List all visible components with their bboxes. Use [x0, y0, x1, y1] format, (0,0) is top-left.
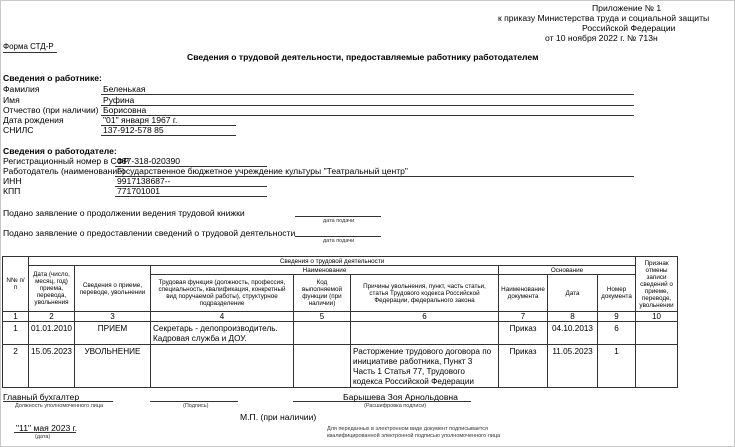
row-doc-num: 1 — [598, 345, 636, 388]
col-header-doc-num: Номер документа — [598, 275, 636, 312]
col-header-function: Трудовая функция (должность, профессия, специальность, квалификация, конкретный вид поручаемой работы), структурное подразделение — [151, 275, 294, 312]
signer-name: Барышева Зоя Арнольдовна — [343, 392, 458, 402]
employer-name-line — [115, 176, 634, 177]
stamp-placeholder: М.П. (при наличии) — [240, 412, 317, 422]
row-doc-num: 6 — [598, 322, 636, 345]
col-header-date: Дата (число, месяц, год) приема, перевода, увольнения — [29, 266, 75, 312]
employer-name-value: Государственное бюджетное учреждение культуры "Театральный центр" — [117, 166, 408, 176]
row-number: 2 — [3, 345, 29, 388]
col-header-nn: N№ п/п — [3, 257, 29, 312]
col-number: 3 — [75, 312, 151, 322]
col-number: 6 — [351, 312, 499, 322]
continue-book-date-line — [295, 216, 381, 217]
surname-line — [101, 94, 634, 95]
employer-section-title: Сведения о работодателе: — [3, 146, 117, 156]
provide-info-date-caption: дата подачи — [323, 238, 355, 244]
row-date: 01.01.2010 — [29, 322, 75, 345]
group-header-name: Наименование — [151, 266, 499, 275]
name-label: Имя — [3, 95, 20, 105]
patronymic-label: Отчество (при наличии) — [3, 105, 99, 115]
name-line — [101, 105, 634, 106]
col-header-cancel: Признак отмены записи сведений о приеме, переводе, увольнении — [636, 257, 678, 312]
row-doc-date: 11.05.2023 — [548, 345, 598, 388]
patronymic-line — [101, 115, 634, 116]
employer-name-label: Работодатель (наименование) — [3, 166, 125, 176]
electronic-sign-note-1: Для переданных в электронном виде документ подписывается — [327, 426, 488, 432]
worker-section-title: Сведения о работнике: — [3, 73, 102, 83]
row-number: 1 — [3, 322, 29, 345]
col-number: 10 — [636, 312, 678, 322]
col-number: 2 — [29, 312, 75, 322]
signer-position-line — [3, 401, 113, 402]
table-row — [3, 345, 678, 388]
kpp-label: КПП — [3, 186, 21, 196]
row-function — [151, 345, 294, 388]
appendix-line-3: Российской Федерации — [582, 23, 676, 33]
inn-label: ИНН — [3, 176, 22, 186]
col-number: 4 — [151, 312, 294, 322]
reg-number-label: Регистрационный номер в СФР — [3, 156, 130, 166]
reg-number-value: 087-318-020390 — [117, 156, 181, 166]
col-header-doc-date: Дата — [548, 275, 598, 312]
row-event: УВОЛЬНЕНИЕ — [75, 345, 151, 388]
provide-info-date-line — [295, 236, 381, 237]
name-value: Руфина — [103, 95, 135, 105]
signature-caption: (Подпись) — [183, 403, 209, 409]
form-code-underline — [3, 52, 57, 53]
page-title: Сведения о трудовой деятельности, предоставляемые работнику работодателем — [187, 52, 539, 62]
col-number: 9 — [598, 312, 636, 322]
kpp-value: 771701001 — [117, 186, 161, 196]
row-function: Секретарь - делопроизводитель. Кадровая служба и ДОУ. — [151, 322, 294, 345]
electronic-sign-note-2: квалифицированной электронной подписью уполномоченного лица — [327, 433, 501, 439]
row-event: ПРИЕМ — [75, 322, 151, 345]
appendix-line-4: от 10 ноября 2022 г. № 713н — [545, 33, 658, 43]
document-date: "11" мая 2023 г. — [16, 423, 78, 433]
row-doc-name: Приказ — [499, 345, 548, 388]
table-row — [3, 322, 678, 345]
snils-label: СНИЛС — [3, 125, 34, 135]
birthdate-value: "01" января 1967 г. — [103, 115, 178, 125]
signer-name-caption: (Расшифровка подписи) — [364, 403, 427, 409]
col-header-reason: Причины увольнения, пункт, часть статьи, статья Трудового кодекса Российской Федерации, федерального закона — [351, 275, 499, 312]
col-number: 1 — [3, 312, 29, 322]
signer-position: Главный бухгалтер — [3, 392, 80, 402]
row-doc-date: 04.10.2013 — [548, 322, 598, 345]
group-header-main: Сведения о трудовой деятельности — [29, 257, 636, 266]
row-reason: Расторжение трудового договора по инициативе работника, Пункт 3 Часть 1 Статья 77, Трудового кодекса Российской Федерации — [351, 345, 499, 388]
document-date-caption: (дата) — [35, 434, 51, 440]
row-cancel — [636, 322, 678, 345]
signature-line — [150, 401, 238, 402]
row-cancel — [636, 345, 678, 388]
form-code: Форма СТД-Р — [3, 42, 54, 51]
inn-value: 9917138687-- — [117, 176, 171, 186]
row-code — [294, 322, 351, 345]
document-date-line — [14, 432, 76, 433]
snils-line — [101, 135, 236, 136]
row-reason — [351, 322, 499, 345]
surname-value: Беленькая — [103, 84, 146, 94]
signer-position-caption: Должность уполномоченного лица — [15, 403, 104, 409]
appendix-line-2: к приказу Министерства труда и социальной защиты — [498, 13, 710, 23]
col-number: 7 — [499, 312, 548, 322]
row-code — [294, 345, 351, 388]
kpp-line — [115, 196, 267, 197]
row-doc-name: Приказ — [499, 322, 548, 345]
patronymic-value: Борисовна — [103, 105, 147, 115]
birthdate-label: Дата рождения — [3, 115, 64, 125]
continue-book-application: Подано заявление о продолжении ведения трудовой книжки — [3, 208, 245, 218]
col-header-code: Код выполняемой функции (при наличии) — [294, 275, 351, 312]
appendix-line-1: Приложение № 1 — [592, 3, 662, 13]
col-number: 8 — [548, 312, 598, 322]
employment-table — [2, 256, 678, 388]
col-number: 5 — [294, 312, 351, 322]
col-header-doc-name: Наименование документа — [499, 275, 548, 312]
group-header-basis: Основание — [499, 266, 636, 275]
continue-book-date-caption: дата подачи — [323, 218, 355, 224]
signer-name-line — [293, 401, 471, 402]
surname-label: Фамилия — [3, 84, 40, 94]
col-header-info: Сведения о приеме, переводе, увольнении — [75, 266, 151, 312]
provide-info-application: Подано заявление о предоставлении сведений о трудовой деятельности — [3, 228, 296, 238]
row-date: 15.05.2023 — [29, 345, 75, 388]
snils-value: 137-912-578 85 — [103, 125, 164, 135]
